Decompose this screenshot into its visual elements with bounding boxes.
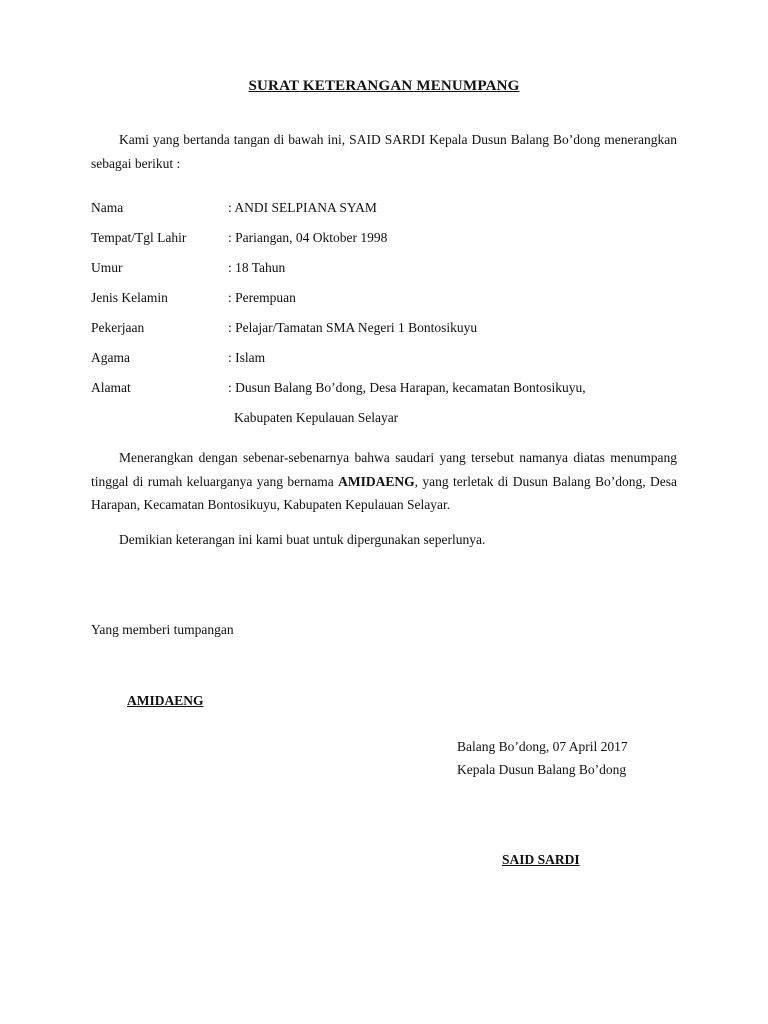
field-label-pekerjaan: Pekerjaan <box>91 320 145 335</box>
closing-paragraph: Demikian keterangan ini kami buat untuk dipergunakan seperlunya. <box>119 532 486 547</box>
intro-paragraph: Kami yang bertanda tangan di bawah ini, SAID SARDI Kepala Dusun Balang Bo’dong menerangkan sebagai berikut : <box>91 132 677 171</box>
field-value-jenis-kelamin: : Perempuan <box>228 290 296 305</box>
field-label-alamat: Alamat <box>91 380 131 395</box>
official-name: SAID SARDI <box>502 852 580 867</box>
field-label-jenis-kelamin: Jenis Kelamin <box>91 290 168 305</box>
body-text-after: , yang terletak di Dusun Balang Bo’dong, Desa Harapan, Kecamatan Bontosikuyu, Kabupaten Kepulauan Selayar. <box>91 473 677 512</box>
field-value-alamat: : Dusun Balang Bo’dong, Desa Harapan, kecamatan Bontosikuyu, <box>228 380 586 395</box>
field-value-pekerjaan: : Pelajar/Tamatan SMA Negeri 1 Bontosikuyu <box>228 320 478 335</box>
giver-label: Yang memberi tumpangan <box>91 622 234 637</box>
field-label-ttl: Tempat/Tgl Lahir <box>91 230 187 245</box>
field-value-ttl: : Pariangan, 04 Oktober 1998 <box>228 230 388 245</box>
official-title: Kepala Dusun Balang Bo’dong <box>457 762 627 777</box>
field-value-alamat-line2: Kabupaten Kepulauan Selayar <box>234 410 399 425</box>
field-label-agama: Agama <box>91 350 130 365</box>
body-paragraph <box>91 446 677 517</box>
field-value-nama: : ANDI SELPIANA SYAM <box>228 200 377 215</box>
body-host-name: AMIDAENG <box>338 473 415 489</box>
body-text-before: Menerangkan dengan sebenar-sebenarnya bahwa saudari yang tersebut namanya diatas menumpang tinggal di rumah keluarganya yang bernama <box>91 450 677 489</box>
giver-name: AMIDAENG <box>127 693 204 708</box>
field-label-umur: Umur <box>91 260 123 275</box>
field-value-agama: : Islam <box>228 350 266 365</box>
field-label-nama: Nama <box>91 200 124 215</box>
letter-title: SURAT KETERANGAN MENUMPANG <box>248 78 520 94</box>
place-date: Balang Bo’dong, 07 April 2017 <box>457 739 628 754</box>
field-value-umur: : 18 Tahun <box>228 260 286 275</box>
